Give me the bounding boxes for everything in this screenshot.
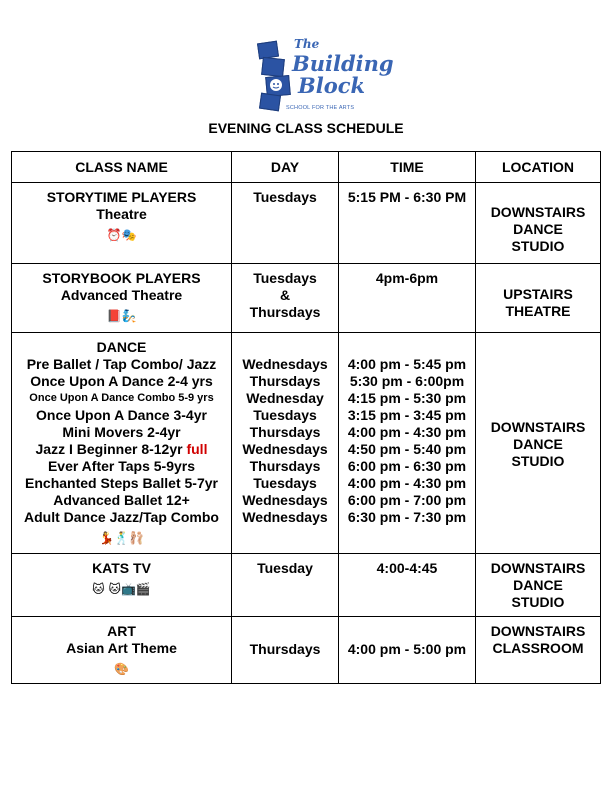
location-text: DANCE <box>513 220 563 237</box>
day-cell <box>232 554 339 617</box>
day-text: Thursdays <box>249 458 321 474</box>
class-subtitle: Advanced Theatre <box>60 287 183 303</box>
class-item: Ever After Taps 5-9yrs <box>47 458 196 474</box>
logo-subtitle: SCHOOL FOR THE ARTS <box>286 105 355 111</box>
class-name-cell <box>12 264 232 333</box>
dancer-ballet-shoes-icon: 💃🕺🩰 <box>99 531 144 545</box>
class-item: Advanced Ballet 12+ <box>53 492 190 508</box>
time-text: 4:00 pm - 4:30 pm <box>347 475 467 491</box>
day-text: Thursdays <box>249 373 321 389</box>
time-text: 3:15 pm - 3:45 pm <box>347 407 467 423</box>
class-title: STORYBOOK PLAYERS <box>42 270 201 286</box>
location-text: DOWNSTAIRS <box>490 623 586 639</box>
day-cell <box>232 617 339 684</box>
palette-icon: 🎨 <box>114 662 129 676</box>
day-text: Tuesdays <box>253 270 317 286</box>
location-text: STUDIO <box>511 594 565 610</box>
time-text: 4:00 pm - 4:30 pm <box>347 424 467 440</box>
class-item: Once Upon A Dance 2-4 yrs <box>30 373 213 389</box>
time-cell <box>339 554 476 617</box>
time-text: 4:00-4:45 <box>376 560 438 576</box>
day-text: Wednesdays <box>242 441 328 457</box>
schedule-table <box>11 151 601 684</box>
logo-line-3: Block <box>298 73 366 98</box>
table-row <box>12 617 601 684</box>
class-title: KATS TV <box>92 560 151 576</box>
time-text: 6:00 pm - 6:30 pm <box>347 458 467 474</box>
location-text: DOWNSTAIRS <box>490 560 586 576</box>
location-text: STUDIO <box>511 237 565 254</box>
day-text: Wednesdays <box>242 356 328 372</box>
class-title: ART <box>107 623 136 639</box>
time-text: 5:15 PM - 6:30 PM <box>347 189 467 205</box>
class-subtitle: Theatre <box>96 206 147 222</box>
location-text: THEATRE <box>505 303 571 319</box>
time-cell <box>339 183 476 264</box>
day-text: Tuesdays <box>253 407 317 423</box>
time-cell <box>339 264 476 333</box>
document-title: EVENING CLASS SCHEDULE <box>208 120 404 136</box>
time-cell <box>339 333 476 554</box>
location-text: DANCE <box>513 577 563 593</box>
day-cell <box>232 264 339 333</box>
class-title: STORYTIME PLAYERS <box>46 189 197 205</box>
location-cell <box>476 183 601 264</box>
location-text: CLASSROOM <box>492 640 584 656</box>
time-cell <box>339 617 476 684</box>
header-time: TIME <box>339 152 476 183</box>
class-item: Adult Dance Jazz/Tap Combo <box>24 509 219 525</box>
class-item: Mini Movers 2-4yr <box>62 424 181 440</box>
class-subtitle: Asian Art Theme <box>66 640 177 656</box>
location-cell <box>476 554 601 617</box>
class-name-cell <box>12 333 232 554</box>
class-name-cell <box>12 554 232 617</box>
cat-tv-clapper-icon: 🐱 🐱📺🎬 <box>92 582 151 596</box>
time-text: 6:30 pm - 7:30 pm <box>347 509 467 525</box>
logo-line-1: The <box>294 37 320 51</box>
location-text: UPSTAIRS <box>503 286 573 302</box>
class-item: Pre Ballet / Tap Combo/ Jazz <box>26 356 217 372</box>
day-text: Thursdays <box>249 640 321 657</box>
time-text: 4:15 pm - 5:30 pm <box>347 390 467 406</box>
logo <box>256 36 394 114</box>
location-text: DANCE <box>513 435 563 452</box>
day-text: Wednesdays <box>242 509 328 525</box>
day-cell <box>232 183 339 264</box>
book-genie-icon: 📕🧞 <box>106 309 137 323</box>
day-text: Thursdays <box>249 304 321 320</box>
day-text: Wednesday <box>246 390 324 406</box>
time-text: 4pm-6pm <box>375 270 439 286</box>
location-text: DOWNSTAIRS <box>490 418 586 435</box>
table-header-row <box>12 152 601 183</box>
time-text: 4:00 pm - 5:00 pm <box>347 640 467 657</box>
location-text: STUDIO <box>511 452 565 469</box>
time-text: 5:30 pm - 6:00pm <box>349 373 465 389</box>
table-row <box>12 183 601 264</box>
time-text: 4:00 pm - 5:45 pm <box>347 356 467 372</box>
class-name-cell <box>12 183 232 264</box>
day-text: Tuesdays <box>253 475 317 491</box>
header-class-name: CLASS NAME <box>12 152 232 183</box>
logo-line-2: Building <box>292 51 394 76</box>
location-cell <box>476 333 601 554</box>
full-status-badge: full <box>186 441 208 457</box>
alarm-clock-theatre-masks-icon: ⏰🎭 <box>106 228 137 242</box>
class-name-cell <box>12 617 232 684</box>
table-row <box>12 554 601 617</box>
day-text: Tuesdays <box>253 189 317 205</box>
class-item: Jazz I Beginner 8-12yr <box>35 441 183 457</box>
time-text: 4:50 pm - 5:40 pm <box>347 441 467 457</box>
day-text: Thursdays <box>249 424 321 440</box>
day-text: & <box>279 287 291 303</box>
location-cell <box>476 264 601 333</box>
class-item: Once Upon A Dance Combo 5-9 yrs <box>29 392 214 404</box>
time-text: 6:00 pm - 7:00 pm <box>347 492 467 508</box>
class-item: Once Upon A Dance 3-4yr <box>36 407 207 423</box>
day-text: Wednesdays <box>242 492 328 508</box>
header-day: DAY <box>232 152 339 183</box>
location-cell <box>476 617 601 684</box>
header-location: LOCATION <box>476 152 601 183</box>
location-text: DOWNSTAIRS <box>490 203 586 220</box>
day-text: Tuesday <box>257 560 313 576</box>
class-title: DANCE <box>96 339 147 355</box>
table-row <box>12 333 601 554</box>
class-item: Enchanted Steps Ballet 5-7yr <box>25 475 218 491</box>
table-row <box>12 264 601 333</box>
class-item-with-status <box>16 441 227 458</box>
day-cell <box>232 333 339 554</box>
